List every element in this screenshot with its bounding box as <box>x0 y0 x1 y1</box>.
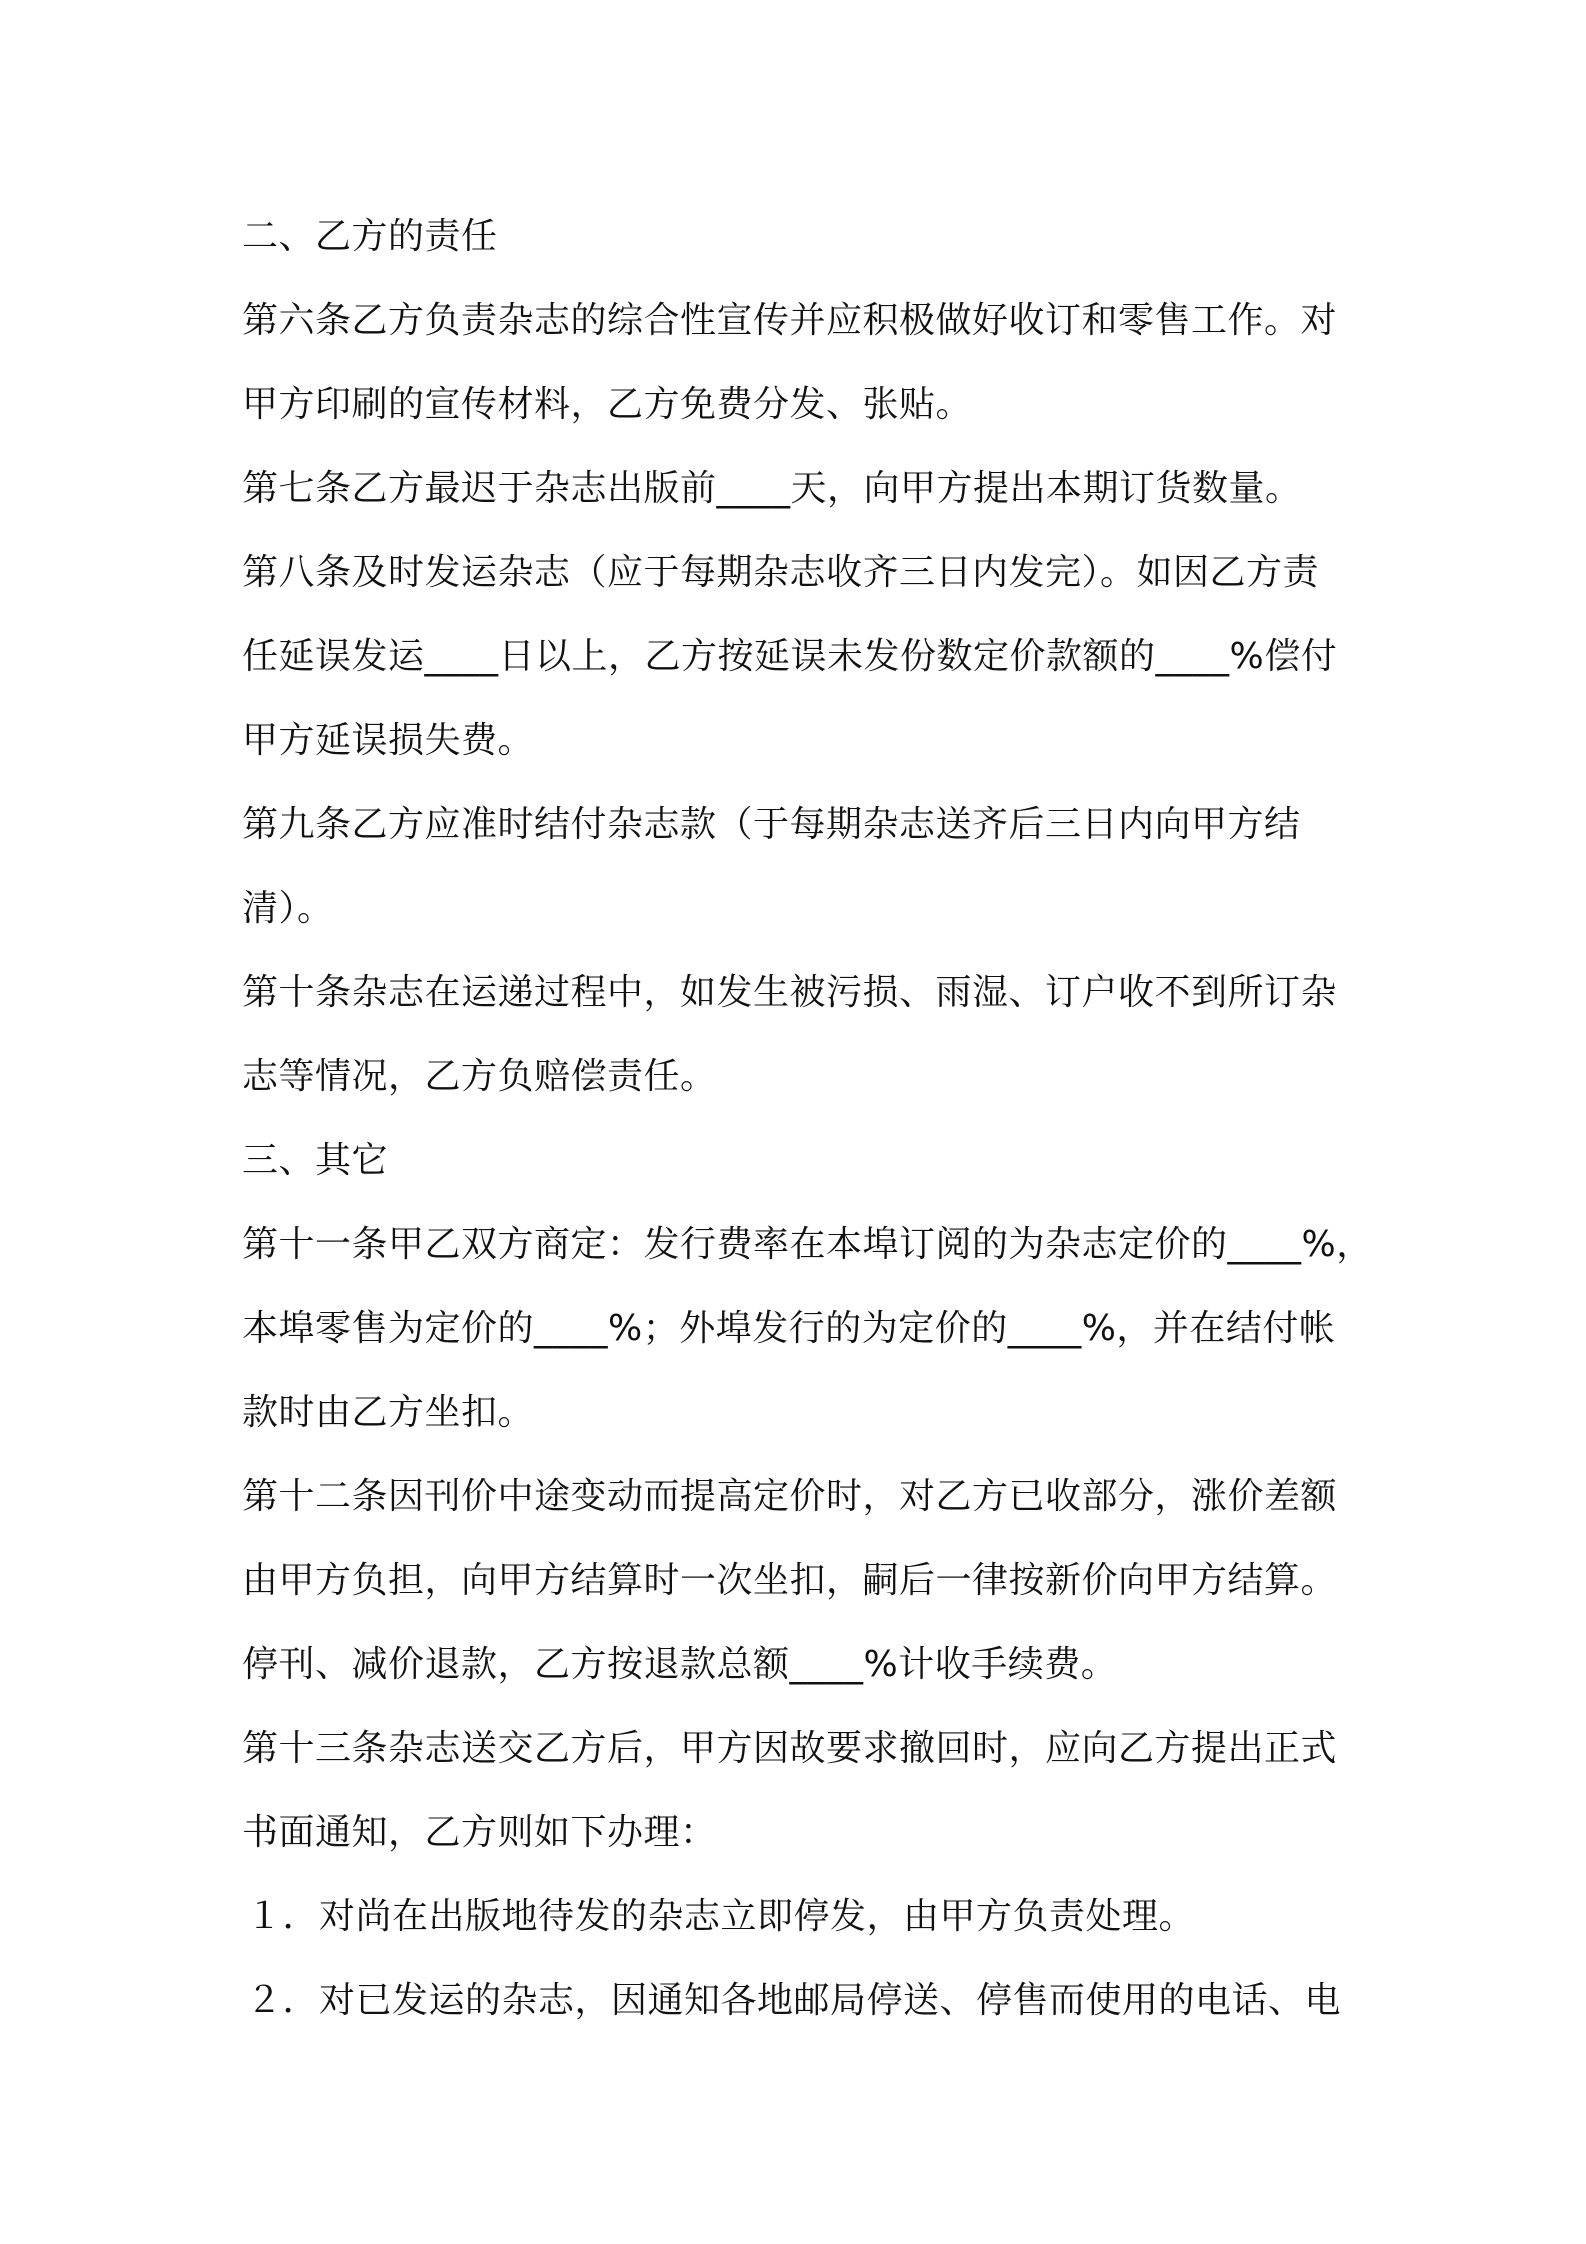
article-6-line-1: 第六条乙方负责杂志的综合性宣传并应积极做好收订和零售工作。对 <box>242 300 1338 341</box>
article-12-line-2: 由甲方负担，向甲方结算时一次坐扣，嗣后一律按新价向甲方结算。 <box>242 1560 1338 1601</box>
article-12-line-3: 停刊、减价退款，乙方按退款总额____%计收手续费。 <box>242 1644 1118 1685</box>
article-8-line-3: 甲方延误损失费。 <box>242 720 535 761</box>
section-heading-party-b-duties: 二、乙方的责任 <box>242 216 498 257</box>
document-body <box>242 195 1382 2043</box>
article-13-line-1: 第十三条杂志送交乙方后，甲方因故要求撤回时，应向乙方提出正式 <box>242 1728 1338 1769</box>
article-10-line-1: 第十条杂志在运递过程中，如发生被污损、雨湿、订户收不到所订杂 <box>242 972 1338 1013</box>
article-7-line-1: 第七条乙方最迟于杂志出版前____天，向甲方提出本期订货数量。 <box>242 468 1302 509</box>
article-12-line-1: 第十二条因刊价中途变动而提高定价时，对乙方已收部分，涨价差额 <box>242 1476 1338 1517</box>
article-10-line-2: 志等情况，乙方负赔偿责任。 <box>242 1056 717 1097</box>
article-13-line-2: 书面通知，乙方则如下办理： <box>242 1812 717 1853</box>
article-6-line-2: 甲方印刷的宣传材料，乙方免费分发、张贴。 <box>242 384 973 425</box>
article-11-line-1: 第十一条甲乙双方商定：发行费率在本埠订阅的为杂志定价的____%， <box>242 1224 1373 1265</box>
article-8-line-2: 任延误发运____日以上，乙方按延误未发份数定价款额的____%偿付 <box>242 636 1338 677</box>
article-8-line-1: 第八条及时发运杂志（应于每期杂志收齐三日内发完）。如因乙方责 <box>242 552 1320 593</box>
article-9-line-1: 第九条乙方应准时结付杂志款（于每期杂志送齐后三日内向甲方结 <box>242 804 1301 845</box>
article-11-line-2: 本埠零售为定价的____%；外埠发行的为定价的____%，并在结付帐 <box>242 1308 1336 1349</box>
article-11-line-3: 款时由乙方坐扣。 <box>242 1392 535 1433</box>
section-heading-other: 三、其它 <box>242 1140 389 1181</box>
article-13-item-1: １．对尚在出版地待发的杂志立即停发，由甲方负责处理。 <box>246 1896 1196 1937</box>
article-13-item-2: ２．对已发运的杂志，因通知各地邮局停送、停售而使用的电话、电 <box>246 1980 1342 2021</box>
article-9-line-2: 清）。 <box>242 888 334 929</box>
